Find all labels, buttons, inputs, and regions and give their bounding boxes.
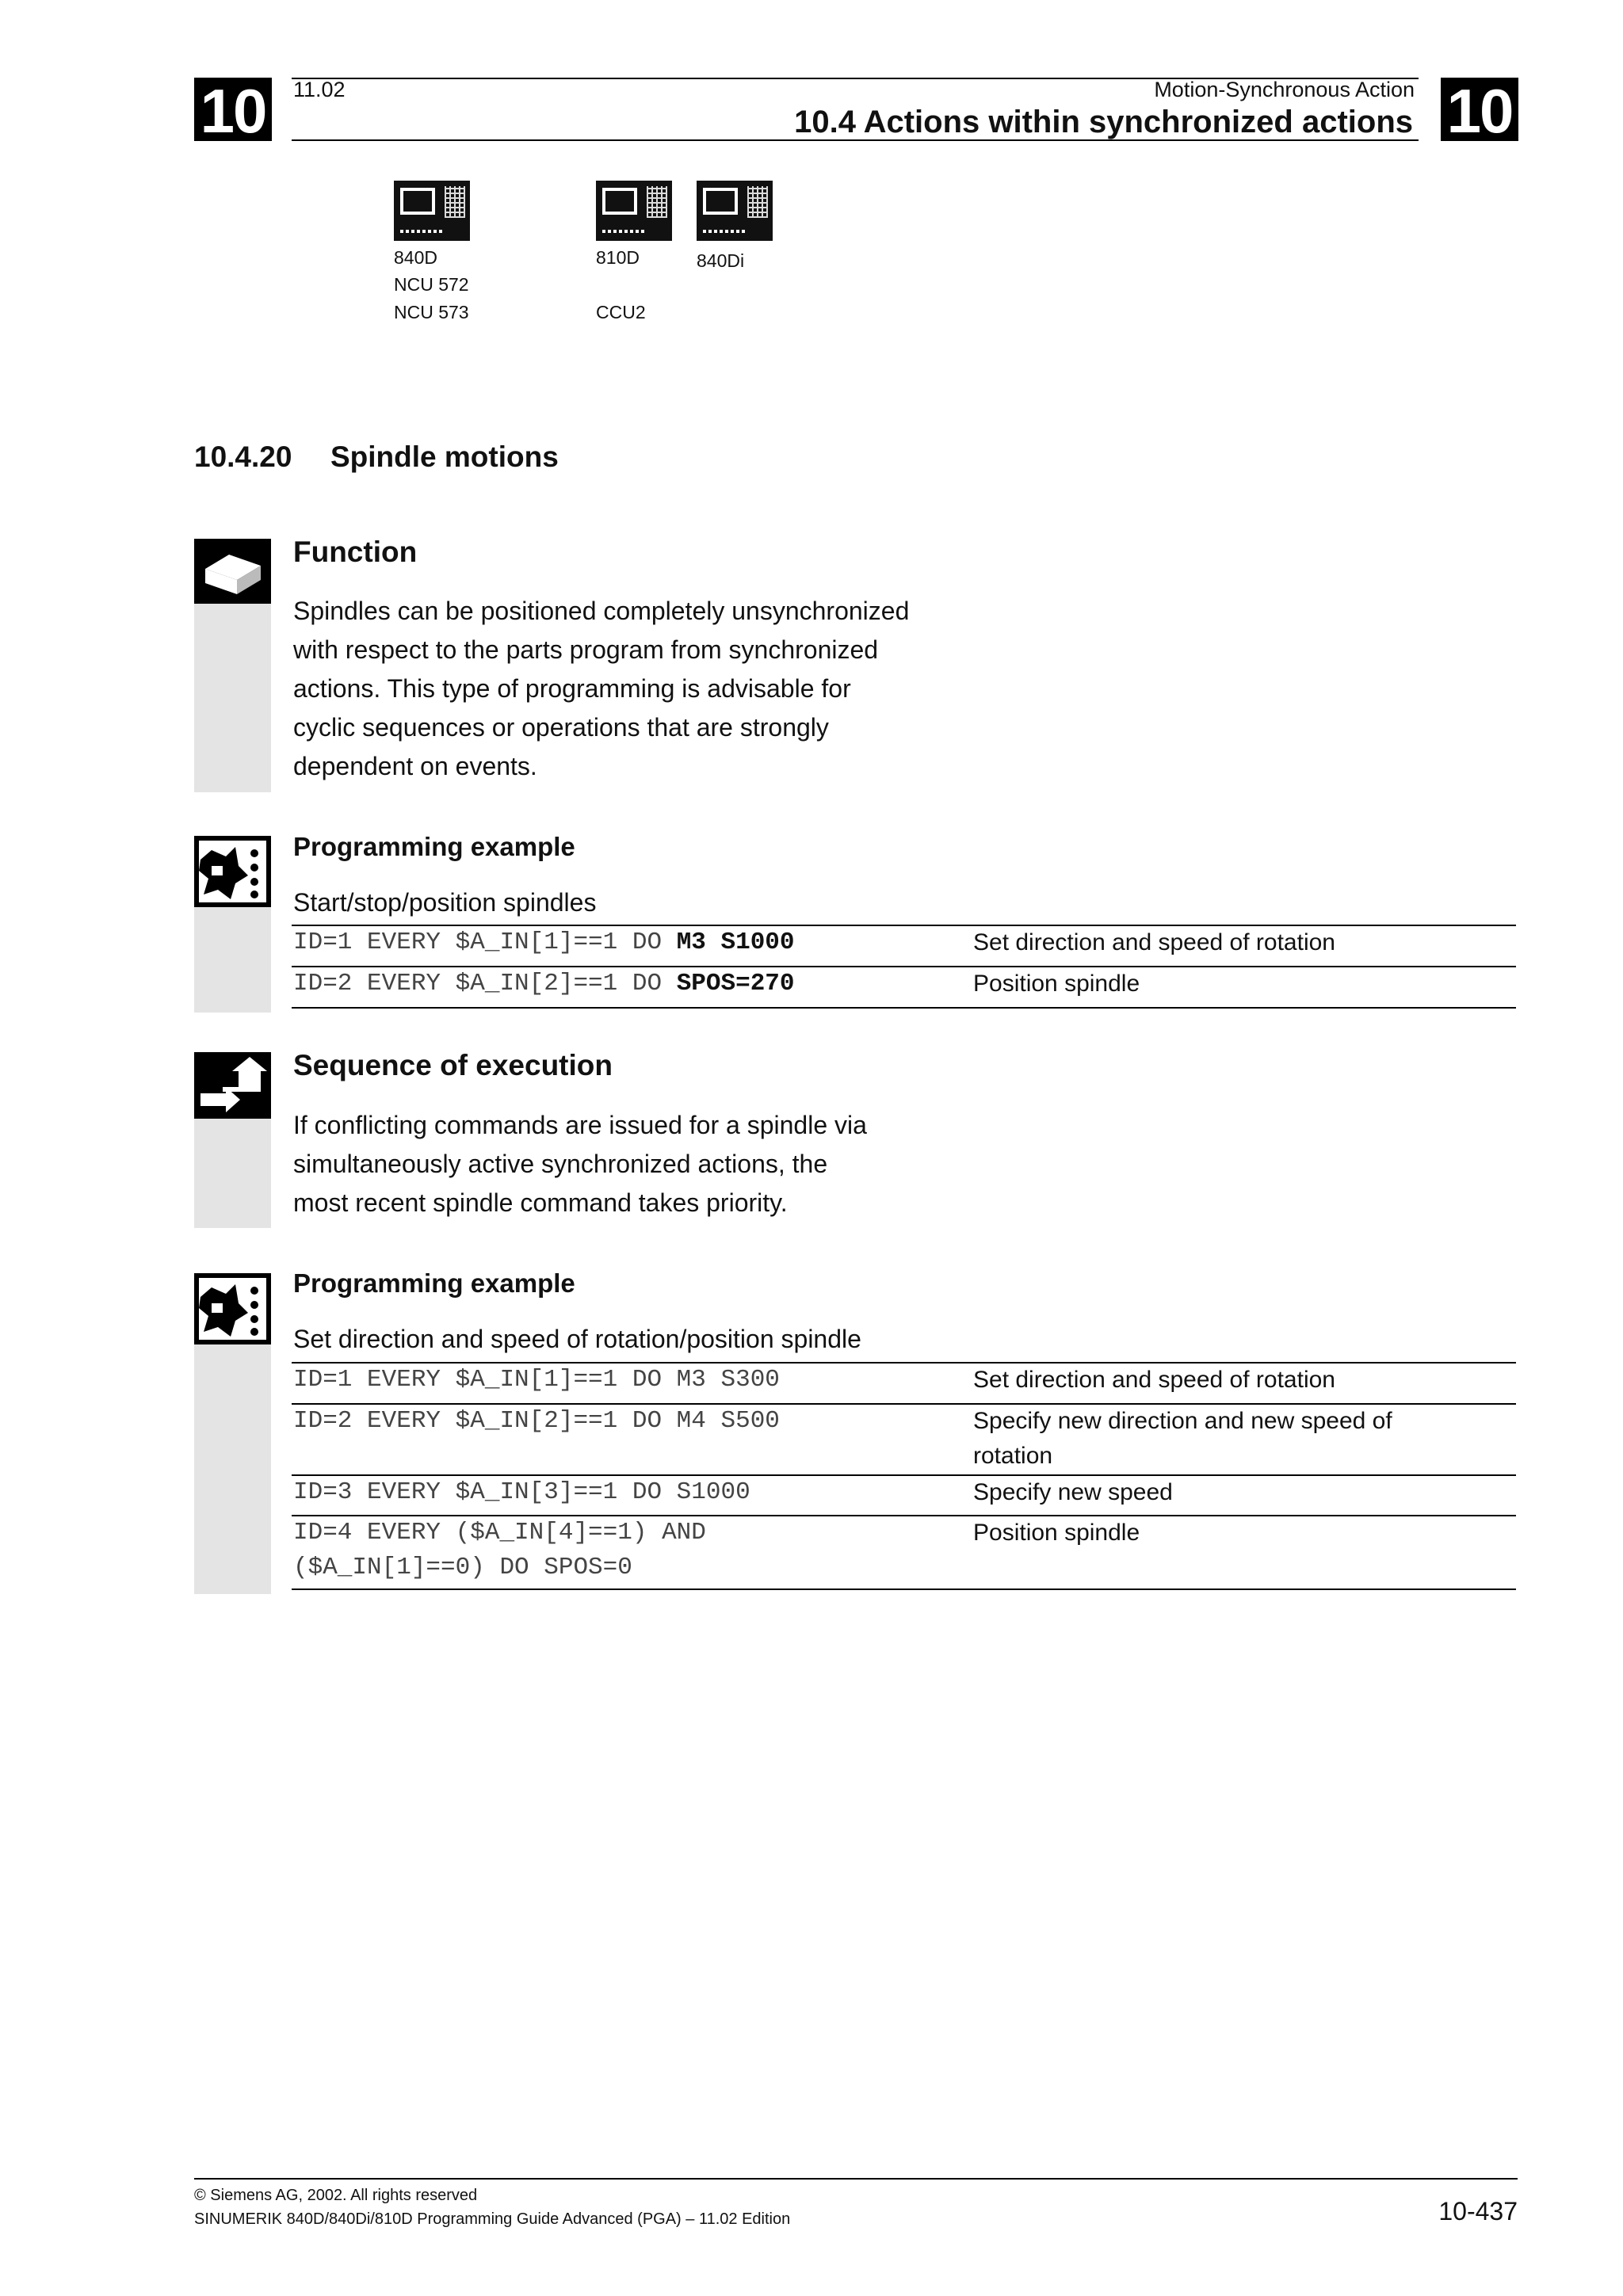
example2-heading: Programming example	[293, 1268, 575, 1298]
desc-line: rotation	[973, 1443, 1053, 1469]
code-subline: ID=4 EVERY ($A_IN[4]==1) AND	[293, 1519, 706, 1547]
text-line: dependent on events.	[293, 752, 537, 780]
code-plain: ID=1 EVERY $A_IN[1]==1 DO	[293, 929, 677, 956]
section-number: 10.4.20	[194, 441, 292, 473]
programming-example-icon	[194, 836, 271, 907]
control-panel-icon	[697, 181, 773, 241]
code-description: Specify new speed	[973, 1479, 1173, 1505]
control-label: 840D	[394, 247, 437, 268]
text-line: simultaneously active synchronized actions, the	[293, 1150, 828, 1178]
code-line: ID=1 EVERY $A_IN[1]==1 DO M3 S300	[293, 1366, 780, 1394]
function-cube-icon	[194, 539, 271, 604]
table-rule	[292, 1007, 1516, 1009]
sequence-heading: Sequence of execution	[293, 1049, 613, 1081]
code-line	[293, 925, 795, 960]
sequence-paragraph	[293, 1106, 975, 1222]
desc-line: Specify new direction and new speed of	[973, 1408, 1392, 1434]
text-line: If conflicting commands are issued for a spindle via	[293, 1111, 867, 1139]
control-label: 810D	[596, 247, 640, 268]
control-label: NCU 572	[394, 274, 469, 295]
code-line	[293, 967, 795, 1001]
control-panel-icon	[394, 181, 470, 241]
footer-document: SINUMERIK 840D/840Di/810D Programming Guide Advanced (PGA) – 11.02 Edition	[194, 2210, 791, 2228]
text-line: Spindles can be positioned completely unsynchronized	[293, 597, 910, 625]
header-section-label: Motion-Synchronous Action	[1154, 78, 1415, 101]
control-label: 840Di	[697, 250, 745, 271]
footer-copyright: © Siemens AG, 2002. All rights reserved	[194, 2187, 478, 2204]
programming-example-icon	[194, 1273, 271, 1344]
code-line: ID=3 EVERY $A_IN[3]==1 DO S1000	[293, 1478, 750, 1506]
header-bottom-rule	[292, 139, 1419, 141]
section-title: Spindle motions	[330, 441, 559, 473]
control-panel-icon	[596, 181, 672, 241]
text-line: cyclic sequences or operations that are strongly	[293, 713, 829, 742]
code-line	[293, 1516, 706, 1585]
function-heading: Function	[293, 536, 418, 568]
chapter-number-right: 10	[1441, 78, 1518, 141]
code-line: ID=2 EVERY $A_IN[2]==1 DO M4 S500	[293, 1407, 780, 1435]
sequence-arrow-icon	[194, 1052, 271, 1119]
code-description: Set direction and speed of rotation	[973, 929, 1335, 955]
header-date: 11.02	[293, 78, 346, 101]
code-description: Set direction and speed of rotation	[973, 1367, 1335, 1393]
code-plain: ID=2 EVERY $A_IN[2]==1 DO	[293, 970, 677, 997]
control-label: NCU 573	[394, 302, 469, 322]
code-description	[973, 1404, 1449, 1474]
code-description: Position spindle	[973, 971, 1140, 997]
code-bold: M3 S1000	[676, 929, 795, 956]
table-rule	[292, 1589, 1516, 1590]
code-bold: SPOS=270	[676, 970, 795, 997]
control-label: CCU2	[596, 302, 646, 322]
code-description: Position spindle	[973, 1520, 1140, 1546]
code-subline: ($A_IN[1]==0) DO SPOS=0	[293, 1554, 632, 1581]
function-paragraph	[293, 592, 975, 786]
text-line: with respect to the parts program from synchronized	[293, 635, 879, 664]
text-line: actions. This type of programming is advisable for	[293, 674, 851, 703]
footer-rule	[194, 2178, 1518, 2180]
example1-caption: Start/stop/position spindles	[293, 888, 597, 917]
text-line: most recent spindle command takes priority.	[293, 1188, 788, 1217]
example2-caption: Set direction and speed of rotation/position spindle	[293, 1325, 861, 1353]
page-number: 10-437	[1438, 2197, 1518, 2225]
chapter-number-left: 10	[194, 78, 272, 141]
header-title: 10.4 Actions within synchronized actions	[794, 105, 1413, 139]
example1-heading: Programming example	[293, 832, 575, 861]
